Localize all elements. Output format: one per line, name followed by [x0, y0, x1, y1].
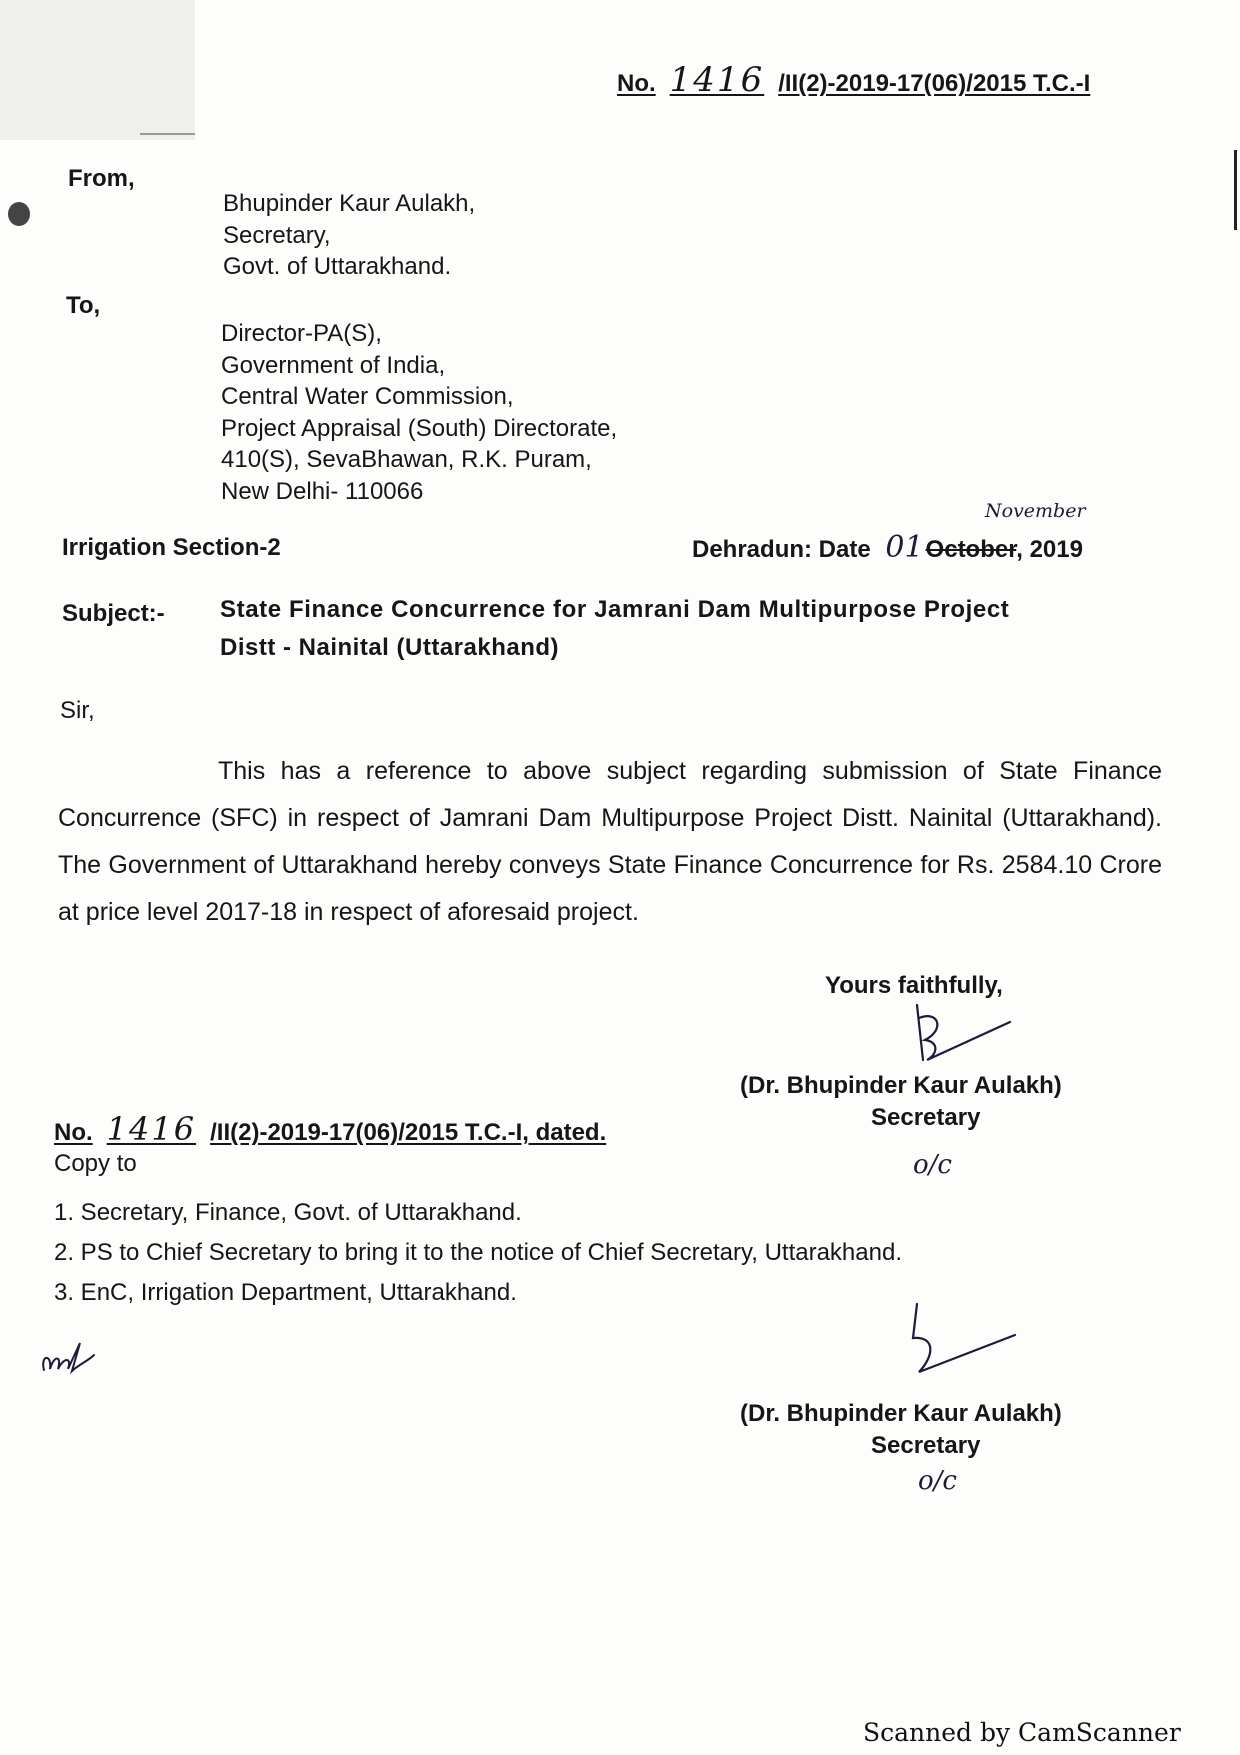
copy-ref-prefix: No.	[54, 1119, 93, 1146]
subject-line-1: State Finance Concurrence for Jamrani Dam Multipurpose Project	[220, 596, 1010, 623]
ref-prefix: No.	[617, 70, 656, 97]
to-line: Central Water Commission,	[221, 383, 514, 410]
from-address	[223, 188, 475, 283]
salutation: Sir,	[60, 697, 95, 724]
from-label: From,	[68, 165, 135, 192]
date-month-struck: October	[925, 536, 1017, 563]
copy-ref-number-handwritten: 1416	[106, 1110, 197, 1148]
margin-initials-mark	[38, 1325, 98, 1380]
signatory-title-copy: Secretary	[871, 1432, 981, 1459]
signature	[905, 1000, 1025, 1070]
copy-reference-number	[54, 1110, 606, 1148]
ref-suffix: /II(2)-2019-17(06)/2015 T.C.-I	[778, 70, 1091, 97]
date-day-handwritten: 01	[885, 530, 924, 565]
body-text: This has a reference to above subject regarding submission of State Finance Concurrence (SFC) in respect of Jamrani Dam Multipurpose Project Distt. Nainital (Uttarakhand). The Government of Uttarakhand hereby conveys State Finance Concurrence for Rs. 2584.10 Crore at price level 2017-18 in respect of aforesaid project.	[58, 757, 1162, 926]
signatory-initials-copy: o/c	[918, 1466, 957, 1496]
torn-paper-corner	[0, 0, 195, 140]
from-line: Secretary,	[223, 221, 331, 249]
closing: Yours faithfully,	[825, 972, 1003, 999]
to-line: Government of India,	[221, 351, 446, 379]
signatory-initials: o/c	[913, 1150, 952, 1180]
to-line: Project Appraisal (South) Directorate,	[221, 414, 618, 442]
date-prefix: Dehradun: Date	[692, 536, 871, 563]
section-name: Irrigation Section-2	[62, 534, 281, 561]
to-line: New Delhi- 110066	[221, 477, 424, 505]
copy-to-label: Copy to	[54, 1150, 137, 1177]
subject-label: Subject:-	[62, 600, 165, 627]
signatory-title: Secretary	[871, 1104, 981, 1131]
to-line: 410(S), SevaBhawan, R.K. Puram,	[221, 446, 592, 473]
paper-edge-mark	[1234, 150, 1237, 230]
copy-to-list	[54, 1193, 902, 1313]
scanner-footer: Scanned by CamScanner	[863, 1718, 1181, 1747]
punch-hole	[8, 202, 30, 226]
from-line: Govt. of Uttarakhand.	[223, 253, 452, 280]
signatory-name-copy: (Dr. Bhupinder Kaur Aulakh)	[740, 1400, 1062, 1427]
date-year: , 2019	[1016, 536, 1083, 563]
signature-copy	[895, 1300, 1025, 1385]
date-month-handwritten: November	[985, 500, 1086, 522]
to-address	[221, 318, 617, 507]
copy-to-item: 2. PS to Chief Secretary to bring it to the notice of Chief Secretary, Uttarakhand.	[54, 1239, 902, 1266]
body-paragraph	[58, 748, 1162, 936]
from-line: Bhupinder Kaur Aulakh,	[223, 190, 476, 217]
letter-date	[692, 530, 1083, 565]
ref-number-handwritten: 1416	[669, 60, 765, 100]
paper-edge-line	[140, 133, 195, 135]
to-line: Director-PA(S),	[221, 320, 382, 347]
copy-ref-suffix: /II(2)-2019-17(06)/2015 T.C.-I, dated.	[210, 1119, 607, 1146]
copy-to-item: 3. EnC, Irrigation Department, Uttarakhand.	[54, 1279, 517, 1306]
copy-to-item: 1. Secretary, Finance, Govt. of Uttarakhand.	[54, 1199, 522, 1226]
signatory-name: (Dr. Bhupinder Kaur Aulakh)	[740, 1072, 1062, 1099]
letter-reference-number	[617, 60, 1090, 100]
subject-line-2: Distt - Nainital (Uttarakhand)	[220, 634, 560, 661]
to-label: To,	[66, 292, 101, 319]
